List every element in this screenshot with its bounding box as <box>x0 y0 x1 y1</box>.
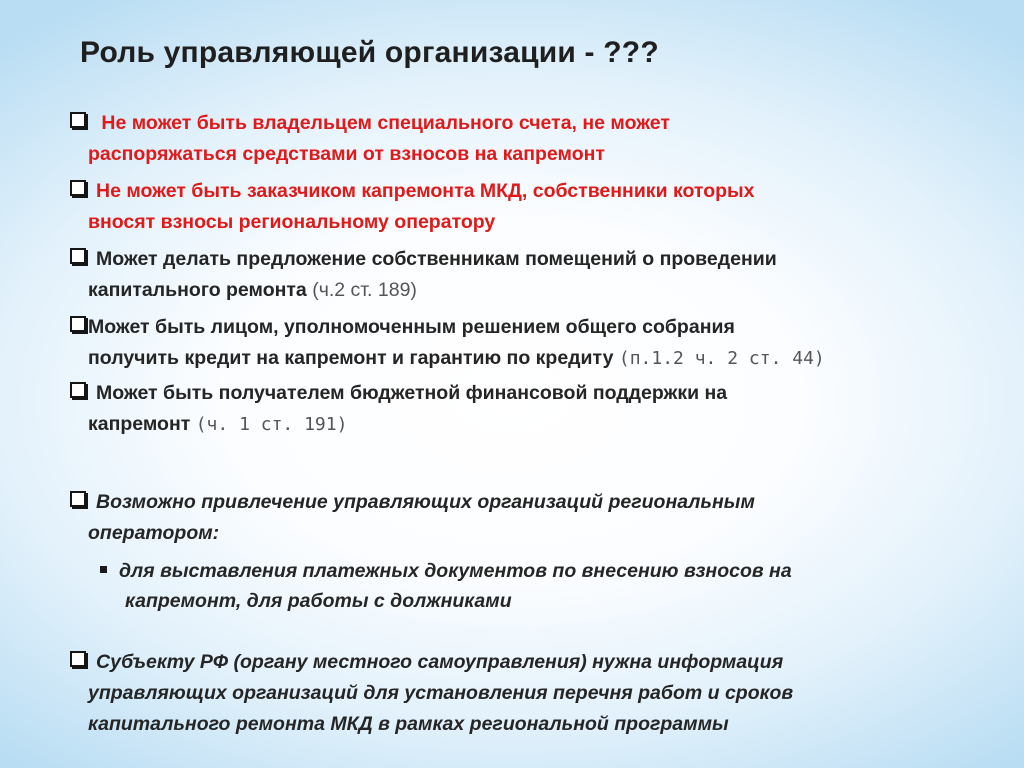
bullet-item-subject-information <box>70 647 793 740</box>
sub-item-text-line2: капремонт, для работы с должниками <box>125 590 512 612</box>
item-text-line2: получить кредит на капремонт и гарантию по кредиту <box>88 347 614 369</box>
checkbox-bullet-icon <box>70 382 86 398</box>
bullet-item-customer <box>70 176 755 238</box>
item-text-line1: Может быть получателем бюджетной финансовой поддержки на <box>96 382 728 404</box>
bullet-item-special-account <box>70 108 670 170</box>
item-text-line1: Может делать предложение собственникам помещений о проведении <box>96 248 777 270</box>
item-text-line2: оператором: <box>88 522 220 544</box>
square-bullet-icon <box>100 566 107 573</box>
checkbox-bullet-icon <box>70 491 86 507</box>
item-text-line1: Не может быть владельцем специального счета, не может <box>101 112 670 134</box>
checkbox-bullet-icon <box>70 180 86 196</box>
bullet-item-credit <box>70 312 825 374</box>
page-title: Роль управляющей организации - ??? <box>80 36 659 69</box>
sub-item-text-line1: для выставления платежных документов по внесению взносов на <box>119 560 792 582</box>
item-text-line2: вносят взносы региональному оператору <box>88 211 496 233</box>
law-reference: (ч.2 ст. 189) <box>312 279 417 301</box>
item-text-line2: капремонт <box>88 413 191 435</box>
bullet-item-budget-support <box>70 378 727 440</box>
item-text-line1: Не может быть заказчиком капремонта МКД, собственники которых <box>96 180 755 202</box>
checkbox-bullet-icon <box>70 651 86 667</box>
item-text-line2: распоряжаться средствами от взносов на капремонт <box>88 143 605 165</box>
bullet-item-proposal <box>70 244 777 306</box>
checkbox-bullet-icon <box>70 248 86 264</box>
checkbox-bullet-icon <box>70 316 86 332</box>
item-text-line3: капитального ремонта МКД в рамках региональной программы <box>88 713 729 735</box>
item-text-line1: Субъекту РФ (органу местного самоуправления) нужна информация <box>96 651 784 673</box>
item-text-line1: Может быть лицом, уполномоченным решением общего собрания <box>88 316 735 338</box>
sub-bullet-item-payment-documents <box>100 556 792 616</box>
law-reference: (п.1.2 ч. 2 ст. 44) <box>618 348 825 369</box>
item-text-line2: управляющих организаций для установления перечня работ и сроков <box>88 682 794 704</box>
checkbox-bullet-icon <box>70 112 86 128</box>
item-text-line1: Возможно привлечение управляющих организаций региональным <box>96 491 755 513</box>
law-reference: (ч. 1 ст. 191) <box>195 414 348 435</box>
item-text-line2: капитального ремонта <box>88 279 307 301</box>
bullet-item-regional-operator <box>70 487 755 549</box>
